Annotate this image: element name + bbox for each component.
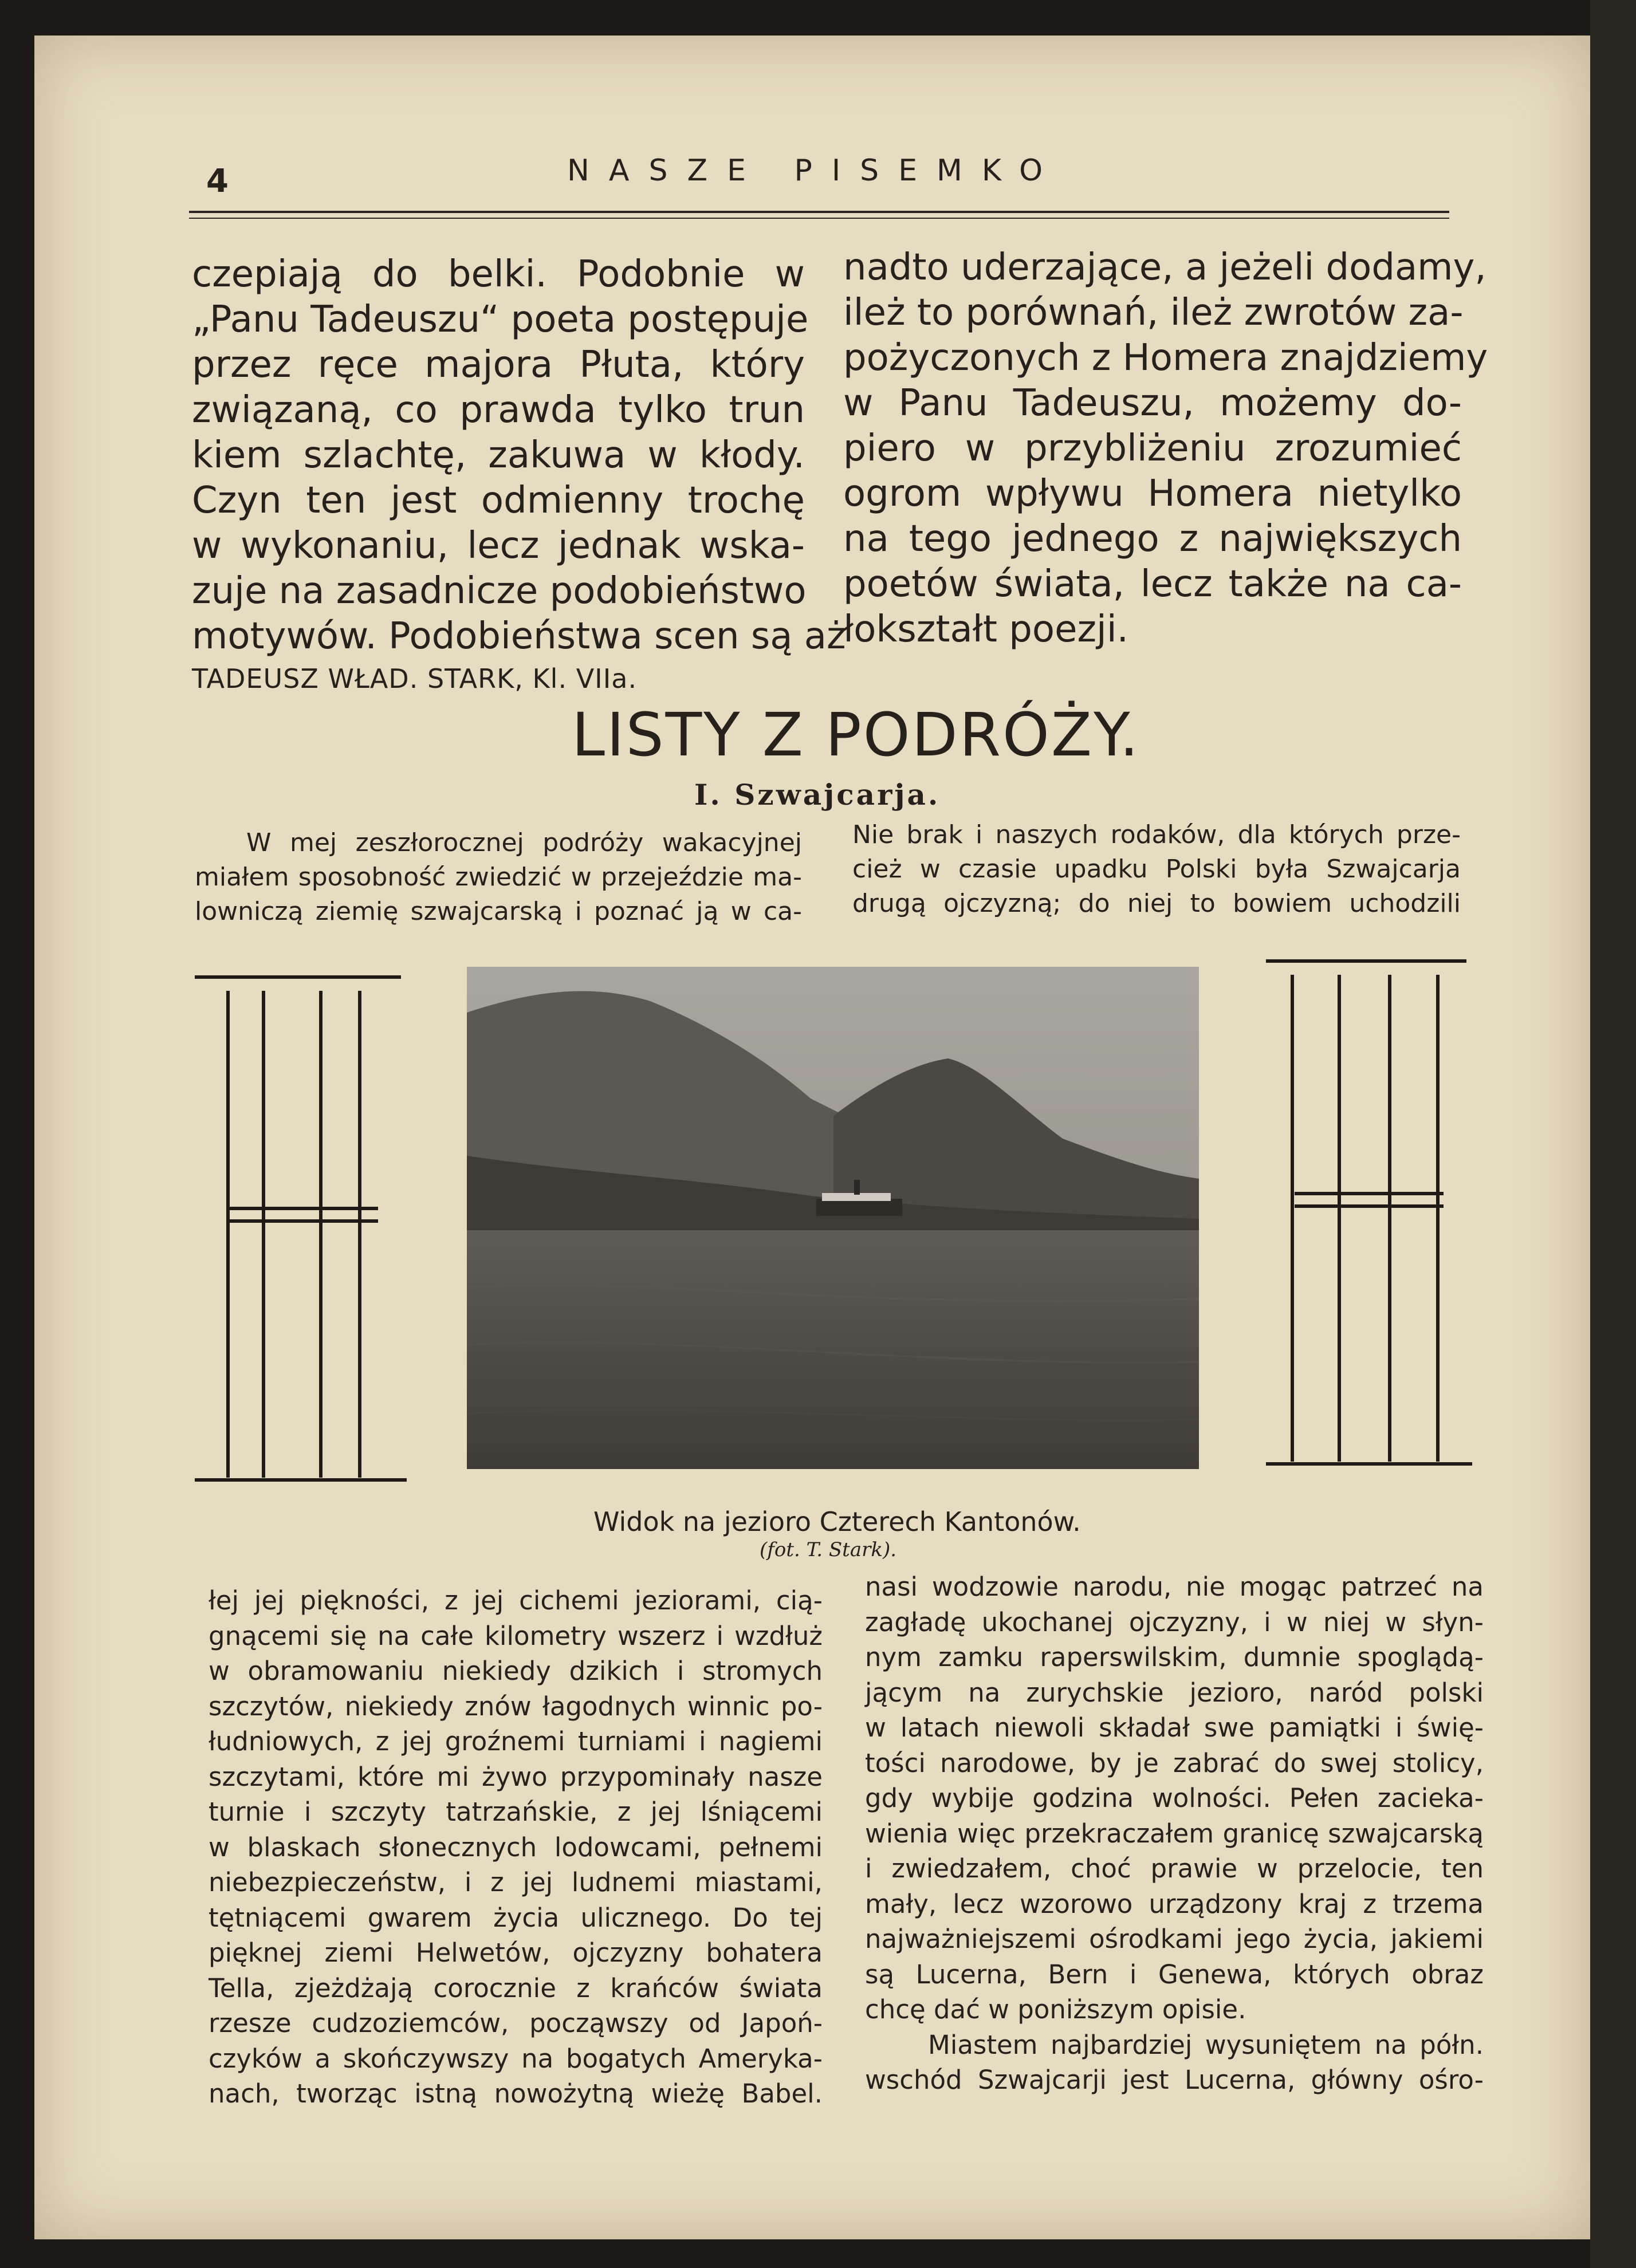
text-line: czyków a skończywszy na bogatych Ameryka- (209, 2043, 823, 2074)
adjacent-page-edge (1590, 0, 1636, 2268)
text-line: łudniowych, z jej groźnemi turniami i nagiemi (209, 1726, 823, 1757)
text-line: są Lucerna, Bern i Genewa, których obraz (865, 1959, 1484, 1990)
text-line: jącym na zurychskie jezioro, naród polski (865, 1677, 1484, 1708)
text-line: łej jej piękności, z jej cichemi jeziorami, cią- (209, 1585, 823, 1616)
bottom-right-column (865, 1569, 1484, 2098)
text-line: na tego jednego z największych (843, 518, 1462, 560)
intro-right-column (852, 818, 1461, 921)
text-line: gdy wybije godzina wolności. Pełen zacieka- (865, 1783, 1484, 1813)
text-line: wienia więc przekraczałem granicę szwajcarską (865, 1818, 1484, 1849)
text-line: Nie brak i naszych rodaków, dla których prze- (852, 820, 1461, 849)
text-line: nasi wodzowie narodu, nie mogąc patrzeć na (865, 1572, 1484, 1602)
text-line: w Panu Tadeuszu, możemy do- (843, 382, 1462, 424)
text-line: niebezpieczeństw, i z jej ludnemi miastami, (209, 1867, 823, 1897)
text-line: łokształt poezji. (843, 608, 1128, 651)
photo-caption: Widok na jezioro Czterech Kantonów. (593, 1506, 1081, 1537)
text-line: i zwiedzałem, choć prawie w przelocie, ten (865, 1853, 1484, 1884)
left-ornament (195, 974, 412, 1483)
text-line: tości narodowe, by je zabrać do swej stolicy, (865, 1747, 1484, 1778)
text-line: lowniczą ziemię szwajcarską i poznać ją w ca- (195, 897, 802, 926)
text-line: czepiają do belki. Podobnie w (192, 253, 805, 296)
text-line: cież w czasie upadku Polski była Szwajcarja (852, 855, 1461, 884)
text-line: pożyczonych z Homera znajdziemy (843, 337, 1488, 379)
text-line: w latach niewoli składał swe pamiątki i świę- (865, 1712, 1484, 1743)
text-line: ogrom wpływu Homera nietylko (843, 472, 1462, 515)
text-line: w blaskach słonecznych lodowcami, pełnemi (209, 1832, 823, 1863)
text-line: chcę dać w poniższym opisie. (865, 1994, 1246, 2025)
text-line: tętniącemi gwarem życia ulicznego. Do tej (209, 1902, 823, 1933)
text-line: poetów świata, lecz także na ca- (843, 563, 1462, 605)
top-right-column (843, 245, 1488, 652)
text-line: wschód Szwajcarji jest Lucerna, główny ośro- (865, 2065, 1484, 2095)
text-line: szczytami, które mi żywo przypominały nasze (209, 1761, 823, 1792)
text-line: mały, lecz wzorowo urządzony kraj z trzema (865, 1888, 1484, 1919)
header-rule-thin (189, 218, 1449, 219)
header-rule (189, 211, 1449, 213)
text-line: turnie i szczyty tatrzańskie, z jej lśniącemi (209, 1797, 823, 1827)
text-line: zagładę ukochanej ojczyzny, i w niej w słyn- (865, 1606, 1484, 1637)
lake-scene (467, 967, 1199, 1469)
text-line: gnącemi się na całe kilometry wszerz i wzdłuż (209, 1620, 823, 1651)
text-line: nadto uderzające, a jeżeli dodamy, (843, 246, 1486, 289)
text-line: rzesze cudzoziemców, począwszy od Japoń- (209, 2008, 823, 2038)
text-line: piero w przybliżeniu zrozumieć (843, 427, 1462, 470)
text-line: Czyn ten jest odmienny trochę (192, 479, 805, 522)
text-line: w wykonaniu, lecz jednak wska- (192, 525, 805, 567)
text-line: „Panu Tadeuszu“ poeta postępuje (192, 298, 809, 341)
bottom-left-column (209, 1583, 823, 2112)
text-line: drugą ojczyzną; do niej to bowiem uchodzili (852, 889, 1461, 918)
text-line: kiem szlachtę, zakuwa w kłody. (192, 434, 805, 477)
page-number: 4 (206, 163, 229, 200)
text-line: nym zamku raperswilskim, dumnie spoglądą- (865, 1642, 1484, 1672)
running-title: NASZE PISEMKO (567, 153, 1063, 188)
text-line: przez ręce majora Płuta, który (192, 344, 805, 386)
top-left-column (192, 252, 846, 659)
text-line: związaną, co prawda tylko trun (192, 389, 805, 431)
text-line: szczytów, niekiedy znów łagodnych winnic po- (209, 1691, 823, 1722)
text-line: pięknej ziemi Helwetów, ojczyzny bohatera (209, 1938, 823, 1968)
intro-left-column (195, 826, 802, 929)
text-line: W mej zeszłorocznej podróży wakacyjnej (246, 828, 802, 857)
photo-credit: (fot. T. Stark). (760, 1538, 897, 1561)
text-line: motywów. Podobieństwa scen są aż (192, 615, 846, 657)
text-line: zuje na zasadnicze podobieństwo (192, 570, 807, 612)
text-line: Miastem najbardziej wysuniętem na półn. (928, 2029, 1484, 2060)
article-title: LISTY Z PODRÓŻY. (572, 700, 1141, 770)
text-line: w obramowaniu niekiedy dzikich i stromych (209, 1656, 823, 1686)
text-line: Tella, zjeżdżają corocznie z krańców świata (209, 1972, 823, 2003)
author-byline: TADEUSZ WŁAD. STARK, Kl. VIIa. (192, 663, 638, 694)
text-line: najważniejszemi ośrodkami jego życia, jakiemi (865, 1924, 1484, 1954)
lake-photo (467, 967, 1199, 1469)
right-ornament (1260, 958, 1478, 1467)
text-line: miałem sposobność zwiedzić w przejeździe ma- (195, 863, 802, 892)
text-line: nach, tworząc istną nowożytną wieżę Babel. (209, 2078, 823, 2109)
text-line: ileż to porównań, ileż zwrotów za- (843, 292, 1464, 334)
section-title: I. Szwajcarja. (694, 778, 941, 812)
